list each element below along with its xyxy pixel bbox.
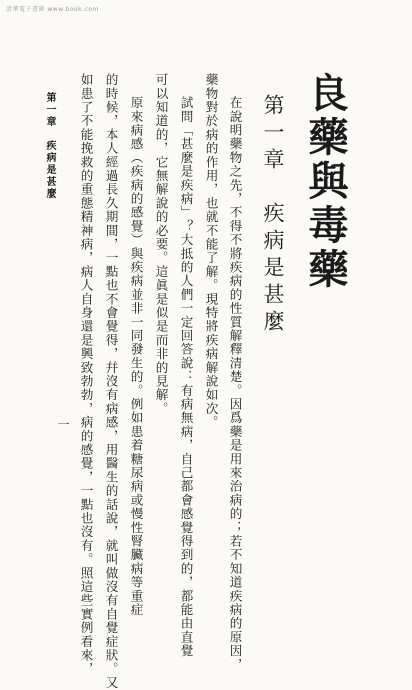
book-title: 良藥與毒藥 [302, 72, 349, 292]
body-column: 可以知道的，它無解說的必要。這眞是似是而非的見解。 [153, 73, 169, 416]
body-column: 試問「甚麼是疾病」？大抵的人們一定回答說：有病無病，自己都會感覺得到的，都能由直覺 [178, 96, 194, 658]
page-number: 一 [56, 418, 70, 430]
body-column: 原來病感（疾病的感覺）與疾病並非一同發生的。例如患着糖尿病或慢性腎臟病等重症 [128, 96, 144, 617]
running-head: 第一章 疾病是甚麼 [44, 92, 55, 200]
body-column: 的時候，本人經過長久期間，一點也不會覺得，幷沒有病感，用醫生的話說，就叫做沒有自覺症狀。又 [103, 73, 119, 690]
body-column: 如患了不能挽救的重態精神病，病人自身還是興致勃勃，病的感覺，一點也沒有。照這些實例看來， [78, 73, 94, 676]
body-column: 藥物對於病的作用，也就不能了解。現特將疾病解說如次。 [203, 73, 219, 430]
body-column: 在說明藥物之先，不得不將疾病的性質解釋清楚。因爲藥是用來治病的；若不知道疾病的原因， [227, 96, 243, 672]
watermark: 清華電子書庫 www.book.com [6, 6, 99, 13]
chapter-heading: 第一章 疾病是甚麼 [261, 94, 285, 337]
